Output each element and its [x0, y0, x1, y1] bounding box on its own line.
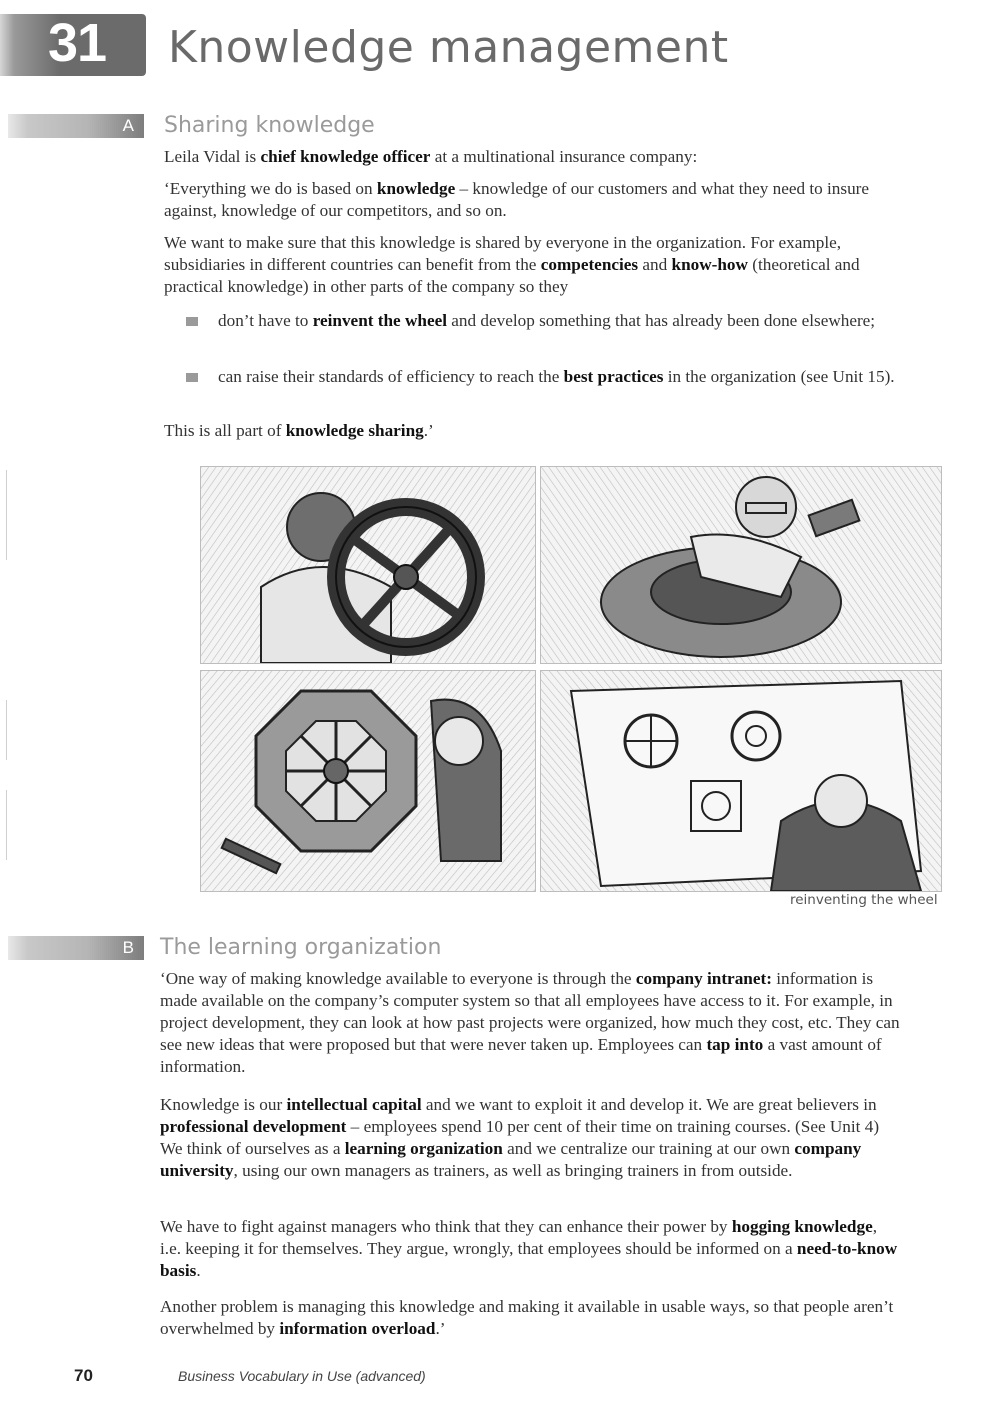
illustration-caption: reinventing the wheel: [790, 892, 938, 908]
illustration-panel-blueprint: [540, 670, 942, 892]
bullet-item: [186, 310, 911, 332]
section-b-badge: [8, 936, 144, 960]
section-a-paragraph-3: This is all part of knowledge sharing.’: [164, 421, 434, 440]
section-a-intro: Leila Vidal is chief knowledge officer at a multinational insurance company:: [164, 147, 698, 166]
illustration-panel-octagon-wheel: [200, 670, 536, 892]
bullet-item: [186, 366, 911, 388]
section-b-paragraph-3: We have to fight against managers who think that they can enhance their power by hogging knowledge, i.e. keeping it for themselves. They argue, wrongly, that employees should be informed on a need-to-know basis.: [160, 1217, 898, 1280]
unit-number: 31: [48, 13, 107, 73]
illustration-panel-rope-wheel: [200, 466, 536, 664]
octagon-wheel-drawing: [201, 671, 535, 891]
section-b-paragraph-1: ‘One way of making knowledge available to everyone is through the company intranet: information is made available on the company’s computer system so that all employees have access to it. For example, in project development, they can look at how past projects were organized, how much they cost, etc. They can see new ideas that were proposed but that were never taken up. Employees can tap into a vast amount of information.: [160, 969, 900, 1076]
stone-wheel-drawing: [541, 467, 941, 663]
section-a-title: Sharing knowledge: [164, 113, 375, 138]
bullet-text: don’t have to reinvent the wheel and develop something that has already been done elsewhere;: [218, 311, 876, 330]
section-a-paragraph-1: ‘Everything we do is based on knowledge – knowledge of our customers and what they need to insure against, knowledge of our competitors, and so on.: [164, 179, 870, 220]
illustration: [200, 466, 940, 894]
page-number: 70: [74, 1366, 93, 1385]
section-b-paragraph-4: Another problem is managing this knowledge and making it available in usable ways, so that people aren’t overwhelmed by information overload.’: [160, 1297, 894, 1338]
square-bullet-icon: [186, 317, 198, 326]
section-b-paragraph-2: Knowledge is our intellectual capital and we want to exploit it and develop it. We are great believers in professional development – employees spend 10 per cent of their time on training courses. (See Unit 4) We think of ourselves as a learning organization and we centralize our training at our own company university, using our own managers as trainers, as well as bringing trainers in from outside.: [160, 1095, 880, 1180]
page-title: Knowledge management: [168, 22, 729, 73]
margin-line: [6, 700, 7, 760]
margin-line: [6, 790, 7, 860]
square-bullet-icon: [186, 373, 198, 382]
section-a-paragraph-2: We want to make sure that this knowledge is shared by everyone in the organization. For example, subsidiaries in different countries can benefit from the competencies and know-how (theoretical and practical knowledge) in other parts of the company so they: [164, 233, 860, 296]
section-a-badge: [8, 114, 144, 138]
illustration-panel-stone-wheel: [540, 466, 942, 664]
blueprint-drawing: [541, 671, 941, 891]
book-title: Business Vocabulary in Use (advanced): [178, 1368, 426, 1384]
rope-wheel-drawing: [201, 467, 535, 663]
section-b-title: The learning organization: [160, 935, 442, 960]
margin-line: [6, 470, 7, 560]
section-a-letter: A: [122, 116, 134, 135]
section-b-letter: B: [122, 938, 134, 957]
bullet-text: can raise their standards of efficiency to reach the best practices in the organization (see Unit 15).: [218, 367, 895, 386]
